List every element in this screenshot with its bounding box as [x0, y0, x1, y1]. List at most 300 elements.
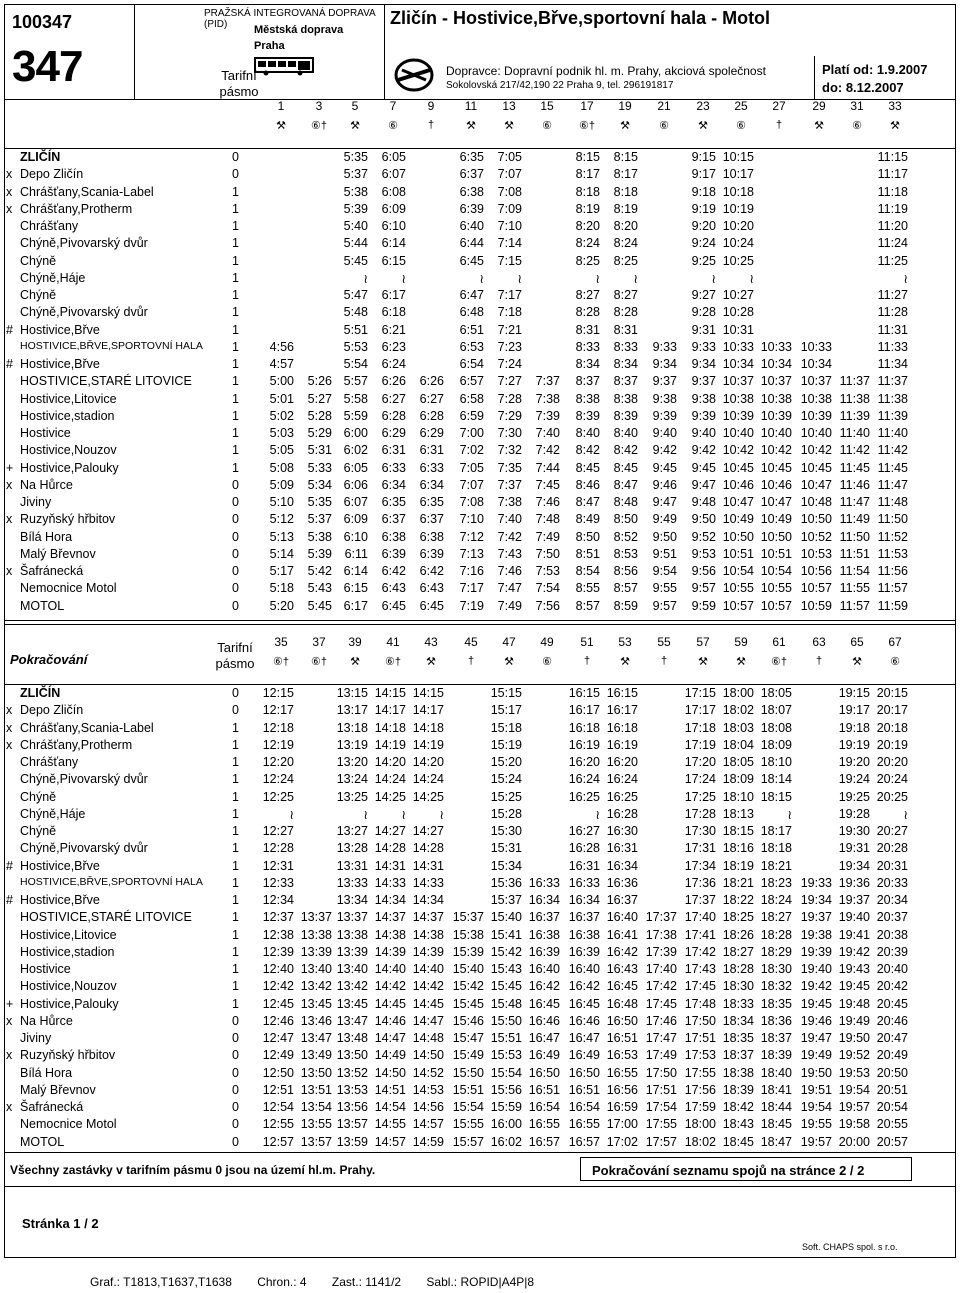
organizer-title: PRAŽSKÁ INTEGROVANÁ DOPRAVA (PID)	[204, 8, 376, 30]
departure-time: 5:45	[343, 253, 368, 268]
departure-time: 18:35	[760, 996, 792, 1011]
continued-label: Pokračování	[10, 652, 88, 667]
stop-row	[0, 185, 952, 202]
departure-time: 10:45	[722, 460, 754, 475]
departure-time: 6:37	[459, 167, 484, 182]
departure-time: 19:40	[800, 962, 832, 976]
departure-time: 10:17	[722, 167, 754, 182]
departure-time: 7:10	[459, 512, 484, 527]
organizer-city: Praha	[254, 40, 285, 52]
departure-time: 15:45	[490, 979, 522, 994]
stop-zone: 1	[232, 720, 239, 735]
departure-time: 7:07	[459, 477, 484, 492]
departure-time: ≀	[289, 807, 294, 822]
departure-time: 14:31	[412, 858, 444, 873]
departure-time: 6:57	[459, 374, 484, 389]
stop-row	[0, 564, 952, 581]
departure-time: 11:46	[839, 477, 870, 492]
trip-number: 25	[734, 99, 748, 113]
departure-time: 7:39	[535, 408, 560, 423]
departure-time: 6:43	[381, 581, 406, 596]
departure-time: 6:59	[459, 408, 484, 423]
departure-time: 6:05	[381, 150, 406, 164]
departure-time: 7:49	[535, 529, 560, 544]
trip-code: ⚒	[276, 120, 286, 132]
stop-zone: 0	[232, 1134, 239, 1149]
departure-time: ≀	[363, 807, 368, 822]
stop-row	[0, 910, 952, 927]
stop-name: Bílá Hora	[20, 529, 73, 544]
departure-time: 16:51	[606, 1031, 638, 1045]
departure-time: 16:47	[568, 1031, 600, 1045]
departure-time: 10:50	[722, 529, 754, 544]
departure-time: 15:51	[452, 1082, 484, 1097]
line-number: 347	[12, 42, 83, 91]
departure-time: 9:50	[691, 512, 716, 527]
stop-name: Hostivice,Břve	[20, 357, 100, 371]
stop-row	[0, 807, 952, 824]
departure-time: 7:46	[497, 564, 522, 578]
departure-time: 9:47	[691, 477, 716, 492]
stop-flag: x	[6, 1013, 13, 1028]
departure-time: 17:42	[645, 979, 677, 994]
departure-time: 7:49	[497, 598, 522, 613]
departure-time: 10:18	[722, 184, 754, 199]
departure-time: 11:20	[877, 219, 908, 233]
departure-time: 10:40	[760, 426, 792, 440]
stop-row	[0, 1066, 952, 1083]
stop-row	[0, 1083, 952, 1100]
departure-time: 13:39	[336, 944, 368, 959]
departure-time: 6:38	[459, 184, 484, 199]
departure-time: 17:24	[684, 772, 716, 787]
stop-flag: +	[6, 996, 14, 1011]
departure-time: 9:54	[652, 564, 677, 578]
trip-number: 45	[464, 635, 478, 649]
departure-time: 7:16	[459, 564, 484, 578]
departure-time: 7:08	[497, 184, 522, 199]
stop-name: Hostivice,Nouzov	[20, 979, 117, 994]
valid-from: Platí od: 1.9.2007	[822, 62, 928, 77]
stop-row	[0, 876, 952, 893]
departure-time: 6:00	[343, 426, 368, 440]
departure-time: 12:20	[262, 755, 294, 769]
departure-time: 10:57	[722, 598, 754, 613]
stop-zone: 1	[232, 184, 239, 199]
departure-time: 14:27	[412, 824, 444, 838]
departure-time: 20:17	[876, 703, 908, 718]
departure-time: 16:49	[528, 1048, 560, 1063]
trip-code: ⚒	[852, 656, 862, 668]
departure-time: 15:56	[490, 1082, 522, 1097]
departure-time: 17:50	[645, 1065, 677, 1080]
stop-row	[0, 461, 952, 478]
departure-time: 16:55	[606, 1065, 638, 1080]
departure-time: 16:57	[528, 1134, 560, 1149]
departure-time: 7:28	[497, 391, 522, 406]
stop-row	[0, 997, 952, 1014]
stop-row	[0, 305, 952, 322]
rule	[4, 624, 956, 625]
stop-zone: 1	[232, 270, 239, 285]
departure-time: 10:57	[800, 581, 832, 596]
stop-zone: 0	[232, 1100, 239, 1114]
departure-time: 7:19	[459, 598, 484, 613]
departure-time: ≀	[903, 807, 908, 822]
tarif-label-2: pásmo	[219, 84, 259, 99]
departure-time: 8:45	[575, 460, 600, 475]
departure-time: 8:20	[613, 219, 638, 233]
departure-time: 6:38	[419, 529, 444, 544]
departure-time: 17:38	[645, 927, 677, 942]
departure-time: 6:08	[381, 184, 406, 199]
departure-time: 13:19	[336, 737, 368, 752]
trip-number: 31	[850, 99, 864, 113]
stop-row	[0, 357, 952, 374]
departure-time: 16:38	[568, 927, 600, 942]
departure-time: ≀	[479, 271, 484, 286]
departure-time: 9:59	[691, 598, 716, 613]
stats-line	[90, 1275, 556, 1289]
departure-time: 12:24	[262, 772, 294, 787]
trip-code: ⚒	[698, 120, 708, 132]
departure-time: 5:03	[269, 426, 294, 440]
trip-number: 5	[351, 99, 359, 113]
stop-zone: 0	[232, 1117, 239, 1132]
stop-row	[0, 1014, 952, 1031]
departure-time: 10:34	[722, 357, 754, 371]
departure-time: 10:47	[722, 495, 754, 509]
departure-time: 14:52	[412, 1065, 444, 1080]
departure-time: 5:35	[343, 150, 368, 164]
departure-time: 14:56	[412, 1100, 444, 1114]
departure-time: 11:24	[877, 236, 908, 251]
trip-number: 55	[657, 635, 671, 649]
stop-zone: 0	[232, 1082, 239, 1097]
trip-number: 23	[696, 99, 710, 113]
departure-time: 6:26	[381, 374, 406, 389]
stop-row	[0, 1100, 952, 1117]
departure-time: 9:25	[691, 253, 716, 268]
departure-time: 10:39	[722, 408, 754, 423]
stop-zone: 1	[232, 944, 239, 959]
stop-zone: 1	[232, 893, 239, 907]
departure-time: 10:42	[800, 443, 832, 458]
departure-time: 18:05	[760, 686, 792, 700]
departure-time: 20:37	[876, 910, 908, 925]
departure-time: 15:24	[490, 772, 522, 787]
continued-note: Pokračování seznamu spojů na stránce 2 / 2	[592, 1163, 865, 1178]
departure-time: 7:08	[459, 495, 484, 509]
departure-time: 5:02	[269, 408, 294, 423]
departure-time: 9:33	[652, 339, 677, 354]
departure-time: 19:24	[838, 772, 870, 787]
departure-time: 5:33	[307, 460, 332, 475]
departure-time: 13:42	[300, 979, 332, 994]
departure-time: 6:15	[381, 253, 406, 268]
departure-time: 12:19	[262, 737, 294, 752]
departure-time: 12:55	[262, 1117, 294, 1132]
departure-time: 17:34	[684, 858, 716, 873]
departure-time: 14:47	[374, 1031, 406, 1045]
departure-time: 17:51	[684, 1031, 716, 1045]
departure-time: 13:57	[300, 1134, 332, 1149]
departure-time: 13:24	[336, 772, 368, 787]
rule	[4, 620, 956, 621]
departure-time: 12:39	[262, 944, 294, 959]
departure-time: 5:54	[343, 357, 368, 371]
stop-zone: 1	[232, 789, 239, 804]
trip-number: 15	[540, 99, 554, 113]
departure-time: 11:37	[839, 374, 870, 389]
departure-time: 16:20	[606, 755, 638, 769]
stop-row	[0, 755, 952, 772]
departure-time: 12:46	[262, 1013, 294, 1028]
departure-time: 10:37	[722, 374, 754, 389]
trip-code: ⑥	[890, 656, 900, 668]
stop-flag: x	[6, 184, 13, 199]
departure-time: 5:18	[269, 581, 294, 596]
departure-time: 6:29	[381, 426, 406, 440]
stop-name: Jiviny	[20, 495, 52, 509]
departure-time: 19:41	[838, 927, 870, 942]
departure-time: 20:39	[876, 944, 908, 959]
departure-time: 15:53	[490, 1048, 522, 1063]
departure-time: 8:49	[575, 512, 600, 527]
stop-name: Jiviny	[20, 1031, 52, 1045]
departure-time: 9:24	[691, 236, 716, 251]
departure-time: 18:14	[760, 772, 792, 787]
departure-time: 7:27	[497, 374, 522, 389]
departure-time: 5:31	[307, 443, 332, 458]
departure-time: 9:56	[691, 564, 716, 578]
departure-time: 5:27	[307, 391, 332, 406]
departure-time: 12:49	[262, 1048, 294, 1063]
departure-time: 9:42	[691, 443, 716, 458]
trip-code: ⑥	[659, 120, 669, 132]
departure-time: 14:24	[374, 772, 406, 787]
departure-time: 5:48	[343, 305, 368, 320]
departure-time: 14:27	[374, 824, 406, 838]
tarif-label-2: pásmo	[215, 656, 255, 671]
trip-code: †	[775, 119, 783, 131]
departure-time: 12:31	[262, 858, 294, 873]
trip-code: ⚒	[620, 120, 630, 132]
departure-time: 15:47	[452, 1031, 484, 1045]
departure-time: 11:50	[839, 529, 870, 544]
departure-time: 14:40	[412, 962, 444, 976]
departure-time: 15:19	[490, 737, 522, 752]
departure-time: 5:20	[269, 598, 294, 613]
departure-time: 7:05	[497, 150, 522, 164]
departure-time: 6:17	[343, 598, 368, 613]
departure-time: 12:27	[262, 824, 294, 838]
departure-time: 16:37	[528, 910, 560, 925]
departure-time: 13:47	[336, 1013, 368, 1028]
departure-time: 16:37	[606, 893, 638, 907]
trip-code: ⚒	[890, 120, 900, 132]
stop-zone: 1	[232, 374, 239, 389]
departure-time: 16:38	[528, 927, 560, 942]
stop-row	[0, 374, 952, 391]
departure-time: 6:58	[459, 391, 484, 406]
departure-time: 10:28	[722, 305, 754, 320]
stop-row	[0, 340, 952, 357]
departure-time: 10:52	[800, 529, 832, 544]
departure-time: 18:41	[760, 1082, 792, 1097]
departure-time: 7:38	[497, 495, 522, 509]
departure-time: 10:31	[722, 322, 754, 337]
stop-zone: 0	[232, 1031, 239, 1045]
departure-time: 16:28	[568, 841, 600, 856]
departure-time: 14:40	[374, 962, 406, 976]
departure-time: 14:24	[412, 772, 444, 787]
departure-time: 18:42	[722, 1100, 754, 1114]
departure-time: 5:28	[307, 408, 332, 423]
departure-time: 16:47	[528, 1031, 560, 1045]
departure-time: 14:25	[412, 789, 444, 804]
departure-time: 6:45	[381, 598, 406, 613]
departure-time: 10:15	[722, 150, 754, 164]
departure-time: 16:34	[568, 893, 600, 907]
stop-name: Malý Břevnov	[20, 1082, 96, 1097]
departure-time: 11:51	[839, 546, 870, 561]
departure-time: 10:47	[800, 477, 832, 492]
departure-time: 14:38	[412, 927, 444, 942]
stop-name: Bílá Hora	[20, 1065, 73, 1080]
departure-time: 14:57	[374, 1134, 406, 1149]
departure-time: 12:37	[262, 910, 294, 925]
departure-time: 10:46	[760, 477, 792, 492]
departure-time: 13:52	[336, 1065, 368, 1080]
departure-time: 7:35	[497, 460, 522, 475]
divider	[814, 56, 815, 99]
departure-time: 14:19	[374, 737, 406, 752]
stop-zone: 1	[232, 288, 239, 302]
departure-time: 7:54	[535, 581, 560, 596]
stop-zone: 1	[232, 927, 239, 942]
departure-time: 10:46	[722, 477, 754, 492]
departure-time: 8:56	[613, 564, 638, 578]
departure-time: 6:54	[459, 357, 484, 371]
departure-time: 9:34	[691, 357, 716, 371]
stop-zone: 1	[232, 408, 239, 423]
departure-time: 12:51	[262, 1082, 294, 1097]
stop-flag: x	[6, 720, 13, 735]
departure-time: 11:18	[877, 184, 908, 199]
departure-time: 10:51	[760, 546, 792, 561]
departure-time: 15:42	[490, 944, 522, 959]
departure-time: 19:58	[838, 1117, 870, 1132]
departure-time: 6:33	[419, 460, 444, 475]
trip-code: ⚒	[620, 656, 630, 668]
departure-time: 11:40	[877, 426, 908, 440]
departure-time: 9:40	[691, 426, 716, 440]
stop-row	[0, 1135, 952, 1152]
departure-time: 8:27	[575, 288, 600, 302]
departure-time: 14:51	[374, 1082, 406, 1097]
departure-time: 8:18	[575, 184, 600, 199]
departure-time: 11:17	[877, 167, 908, 182]
departure-time: 14:50	[374, 1065, 406, 1080]
departure-time: 17:43	[684, 962, 716, 976]
departure-time: 12:47	[262, 1031, 294, 1045]
departure-time: 18:30	[722, 979, 754, 994]
departure-time: 14:48	[412, 1031, 444, 1045]
departure-time: 18:10	[760, 755, 792, 769]
stop-zone: 1	[232, 391, 239, 406]
departure-time: 15:50	[452, 1065, 484, 1080]
departure-time: 19:28	[838, 806, 870, 821]
departure-time: 17:17	[684, 703, 716, 718]
departure-time: 7:02	[459, 443, 484, 458]
trip-code: ⑥†	[273, 656, 289, 668]
departure-time: 8:37	[575, 374, 600, 389]
departure-time: 16:50	[528, 1065, 560, 1080]
departure-time: 11:40	[839, 426, 870, 440]
departure-time: 20:49	[876, 1048, 908, 1063]
departure-time: 16:31	[568, 858, 600, 873]
departure-time: 9:19	[691, 201, 716, 216]
stop-name: ZLIČÍN	[20, 686, 61, 700]
departure-time: 10:55	[722, 581, 754, 596]
sabl-info: Sabl.: ROPID|A4P|8	[426, 1275, 535, 1289]
departure-time: 19:53	[838, 1065, 870, 1080]
departure-time: 6:14	[381, 236, 406, 251]
departure-time: 6:39	[419, 546, 444, 561]
departure-time: 11:19	[877, 201, 908, 216]
dpp-logo-icon	[394, 58, 434, 92]
departure-time: 16:57	[568, 1134, 600, 1149]
departure-time: 8:31	[613, 322, 638, 337]
departure-time: 7:13	[459, 546, 484, 561]
departure-time: 18:36	[760, 1013, 792, 1028]
trip-code: ⚒	[466, 120, 476, 132]
departure-time: 6:42	[381, 564, 406, 578]
departure-time: 17:55	[684, 1065, 716, 1080]
departure-time: 9:28	[691, 305, 716, 320]
departure-time: 5:29	[307, 426, 332, 440]
departure-time: 7:05	[459, 460, 484, 475]
departure-time: 15:55	[452, 1117, 484, 1132]
zone-note: Všechny zastávky v tarifním pásmu 0 jsou na území hl.m. Prahy.	[10, 1163, 376, 1177]
stop-row	[0, 202, 952, 219]
departure-time: 18:28	[760, 927, 792, 942]
departure-time: 9:57	[652, 598, 677, 613]
stop-row	[0, 530, 952, 547]
stop-zone: 0	[232, 529, 239, 544]
stop-flag: #	[6, 322, 13, 337]
departure-time: ≀	[401, 807, 406, 822]
stop-name: Chýně,Háje	[20, 270, 86, 285]
departure-time: 10:37	[760, 374, 792, 389]
departure-time: 18:45	[722, 1134, 754, 1149]
stop-name: Ruzyňský hřbitov	[20, 512, 116, 527]
departure-time: 8:34	[613, 357, 638, 371]
stop-row	[0, 547, 952, 564]
departure-time: 7:12	[459, 529, 484, 544]
departure-time: 5:13	[269, 529, 294, 544]
departure-time: 13:59	[336, 1134, 368, 1149]
departure-time: 15:57	[452, 1134, 484, 1149]
departure-time: 10:27	[722, 288, 754, 302]
departure-time: 9:15	[691, 150, 716, 164]
stop-row	[0, 859, 952, 876]
departure-time: 11:56	[877, 564, 908, 578]
departure-time: 14:18	[374, 720, 406, 735]
departure-time: 7:15	[497, 253, 522, 268]
departure-time: 17:37	[645, 910, 677, 925]
